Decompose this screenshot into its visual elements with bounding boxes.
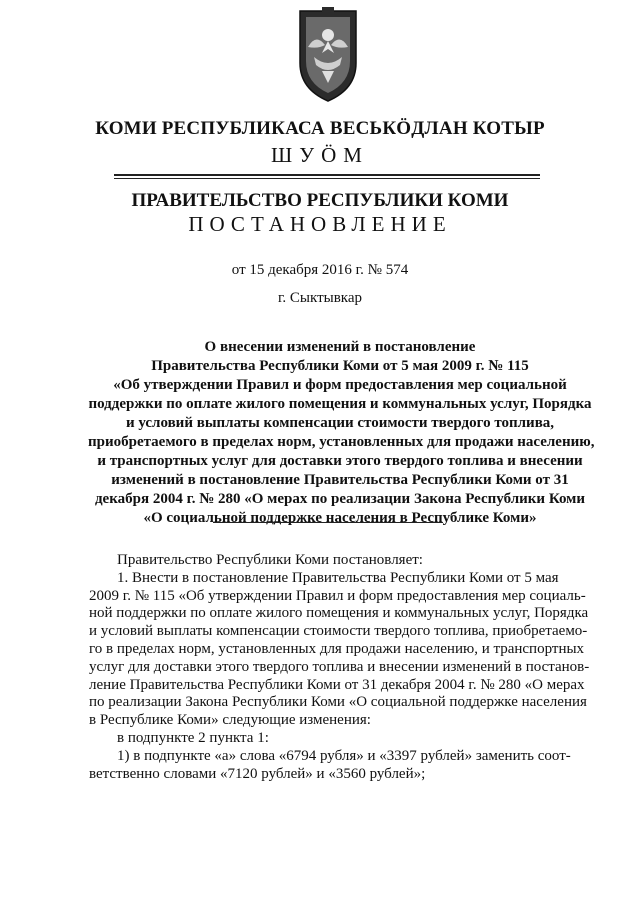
document-title [88, 338, 595, 528]
document-date-number: от 15 декабря 2016 г. № 574 [231, 262, 409, 278]
subpoint-heading: в подпункте 2 пункта 1: [117, 729, 269, 746]
title-line: декабря 2004 г. № 280 «О мерах по реализации Закона Республики Коми [94, 491, 586, 507]
title-line: поддержки по оплате жилого помещения и коммунальных услуг, Порядка [88, 396, 592, 412]
title-divider [213, 522, 443, 523]
government-name: ПРАВИТЕЛЬСТВО РЕСПУБЛИКИ КОМИ [131, 190, 509, 211]
title-line: «Об утверждении Правил и форм предоставления мер социальной [113, 377, 567, 393]
item-1-line: услуг для доставки этого твердого топлива и внесении изменений в постанов- [89, 658, 590, 675]
item-1-line: по реализации Закона Республики Коми «О социальной поддержке населения [89, 694, 587, 711]
title-line: и условий выплаты компенсации стоимости твердого топлива, [125, 415, 555, 431]
title-line: приобретаемого в пределах норм, установленных для продажи населению, [88, 434, 595, 450]
komi-government-name: КОМИ РЕСПУБЛИКАСА ВЕСЬКÖДЛАН КОТЫР [95, 118, 545, 139]
item-1-line: и условий выплаты компенсации стоимости твердого топлива, приобретаемо- [89, 623, 588, 640]
item-1-line: ление Правительства Республики Коми от 31 декабря 2004 г. № 280 «О мерах [89, 676, 585, 693]
item-1-line: 1. Внести в постановление Правительства Республики Коми от 5 мая [117, 569, 559, 586]
title-line: изменений в постановление Правительства Республики Коми от 31 [111, 472, 569, 488]
title-line: «О социальной поддержке населения в Республике Коми» [143, 510, 537, 526]
title-line: О внесении изменений в постановление [204, 339, 476, 355]
komi-coat-of-arms-icon [292, 5, 364, 105]
komi-document-type: ШУÖМ [271, 143, 369, 167]
subpoint-1-line: 1) в подпункте «а» слова «6794 рубля» и «3397 рублей» заменить соот- [117, 747, 571, 764]
body-intro: Правительство Республики Коми постановляет: [117, 552, 423, 568]
document-type: ПОСТАНОВЛЕНИЕ [188, 212, 452, 236]
header-divider [114, 174, 540, 179]
document-city: г. Сыктывкар [277, 290, 363, 306]
item-1-line: го в пределах норм, установленных для продажи населению, и транспортных [89, 640, 585, 657]
item-1-line: в Республике Коми» следующие изменения: [89, 712, 371, 729]
item-1-line: ной поддержки по оплате жилого помещения и коммунальных услуг, Порядка [89, 605, 589, 622]
subpoint-1-line: ветственно словами «7120 рублей» и «3560 рублей»; [89, 765, 426, 782]
item-1-line: 2009 г. № 115 «Об утверждении Правил и форм предоставления мер социаль- [89, 587, 586, 604]
document-body [89, 552, 595, 783]
title-line: Правительства Республики Коми от 5 мая 2009 г. № 115 [151, 358, 529, 374]
title-line: и транспортных услуг для доставки этого твердого топлива и внесении [97, 453, 583, 469]
